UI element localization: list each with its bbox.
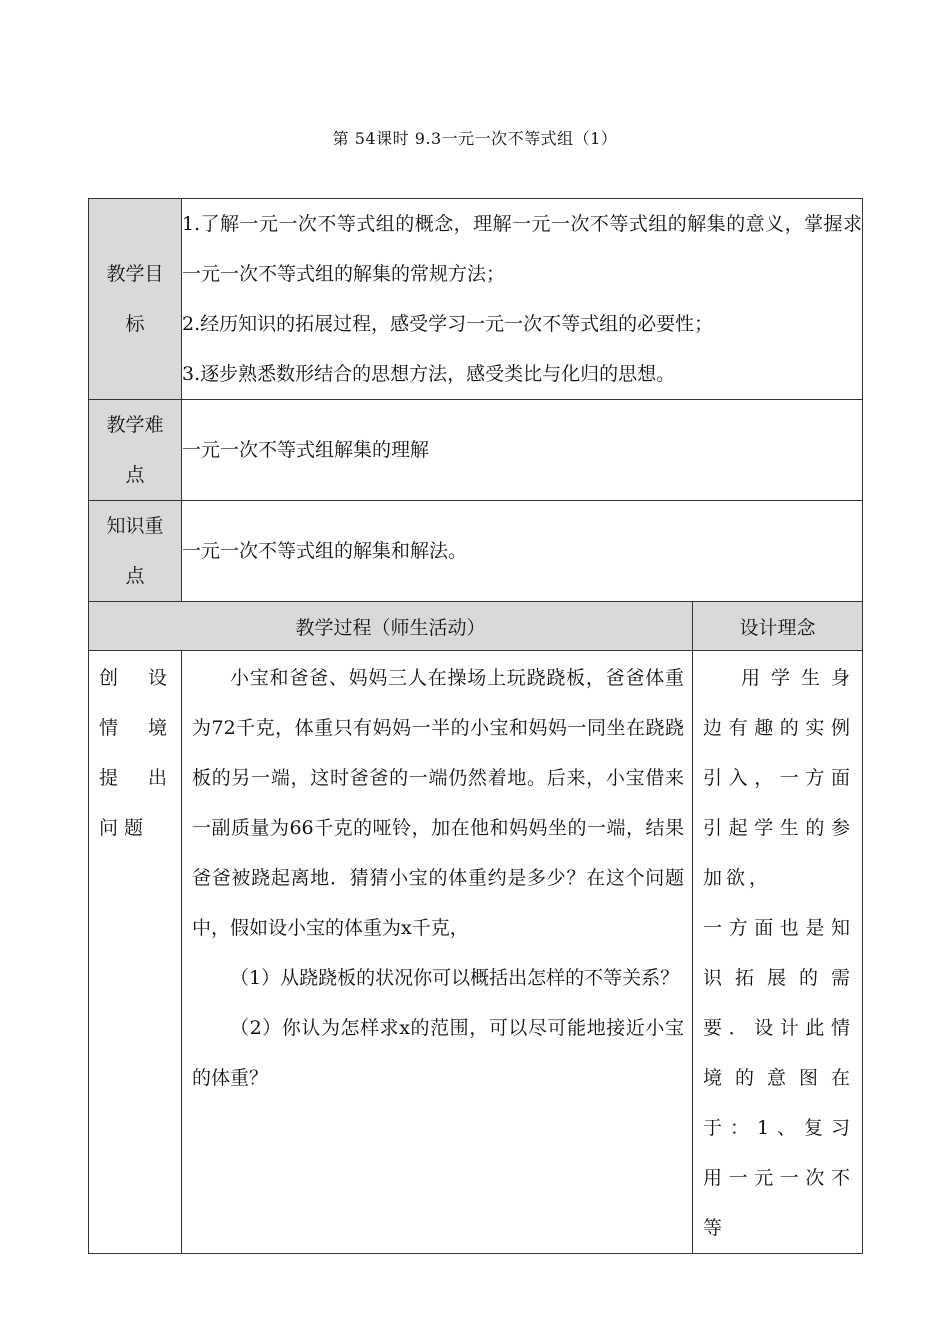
objective-item: 3.逐步熟悉数形结合的思想方法，感受类比与化归的思想。 [182, 363, 676, 385]
process-header: 教学过程（师生活动） [89, 602, 693, 651]
section-question: （1）从跷跷板的状况你可以概括出怎样的不等关系？ [230, 967, 680, 989]
section-question: （2）你认为怎样求x的范围，可以尽可能地接近小宝的体重？ [192, 1017, 684, 1089]
key-points-label: 知识重点 [106, 515, 164, 587]
objectives-label: 教学目标 [106, 263, 164, 335]
process-header-row [89, 602, 863, 651]
objectives-label-cell [89, 199, 182, 400]
objectives-content-cell [182, 199, 863, 400]
section-row [89, 651, 863, 1254]
lesson-plan-table [88, 198, 863, 1254]
difficulty-text: 一元一次不等式组解集的理解 [182, 439, 430, 461]
key-points-text: 一元一次不等式组的解集和解法。 [182, 540, 468, 562]
objective-item: 1.了解一元一次不等式组的概念，理解一元一次不等式组的解集的意义，掌握求一元一次不等式组的解集的常规方法； [182, 213, 863, 285]
key-points-content-cell [182, 501, 863, 602]
objectives-row [89, 199, 863, 400]
design-content-cell [693, 651, 863, 1254]
design-text: 一方面也是知识拓展的需要．设计此情境的意图在于：1、复习用一元一次不等 [703, 917, 855, 1239]
difficulty-content-cell [182, 400, 863, 501]
design-text: 用学生身边有趣的实例引入，一方面引起学生的参加欲， [703, 667, 855, 889]
page-title: 第 54课时 9.3一元一次不等式组（1） [332, 129, 618, 148]
design-header: 设计理念 [693, 602, 863, 651]
section-paragraph: 小宝和爸爸、妈妈三人在操场上玩跷跷板，爸爸体重为72千克，体重只有妈妈一半的小宝和妈妈一同坐在跷跷板的另一端，这时爸爸的一端仍然着地。后来，小宝借来一副质量为66千克的哑铃，加在他和妈妈坐的一端，结果爸爸被跷起离地．猜猜小宝的体重约是多少？在这个问题中，假如设小宝的体重为x千克， [192, 667, 684, 939]
difficulty-row [89, 400, 863, 501]
key-points-label-cell [89, 501, 182, 602]
section-label: 创设情境提出问题 [89, 651, 182, 1254]
difficulty-label: 教学难点 [106, 414, 164, 486]
difficulty-label-cell [89, 400, 182, 501]
objective-item: 2.经历知识的拓展过程，感受学习一元一次不等式组的必要性； [182, 313, 714, 335]
section-content-cell [182, 651, 693, 1254]
key-points-row [89, 501, 863, 602]
